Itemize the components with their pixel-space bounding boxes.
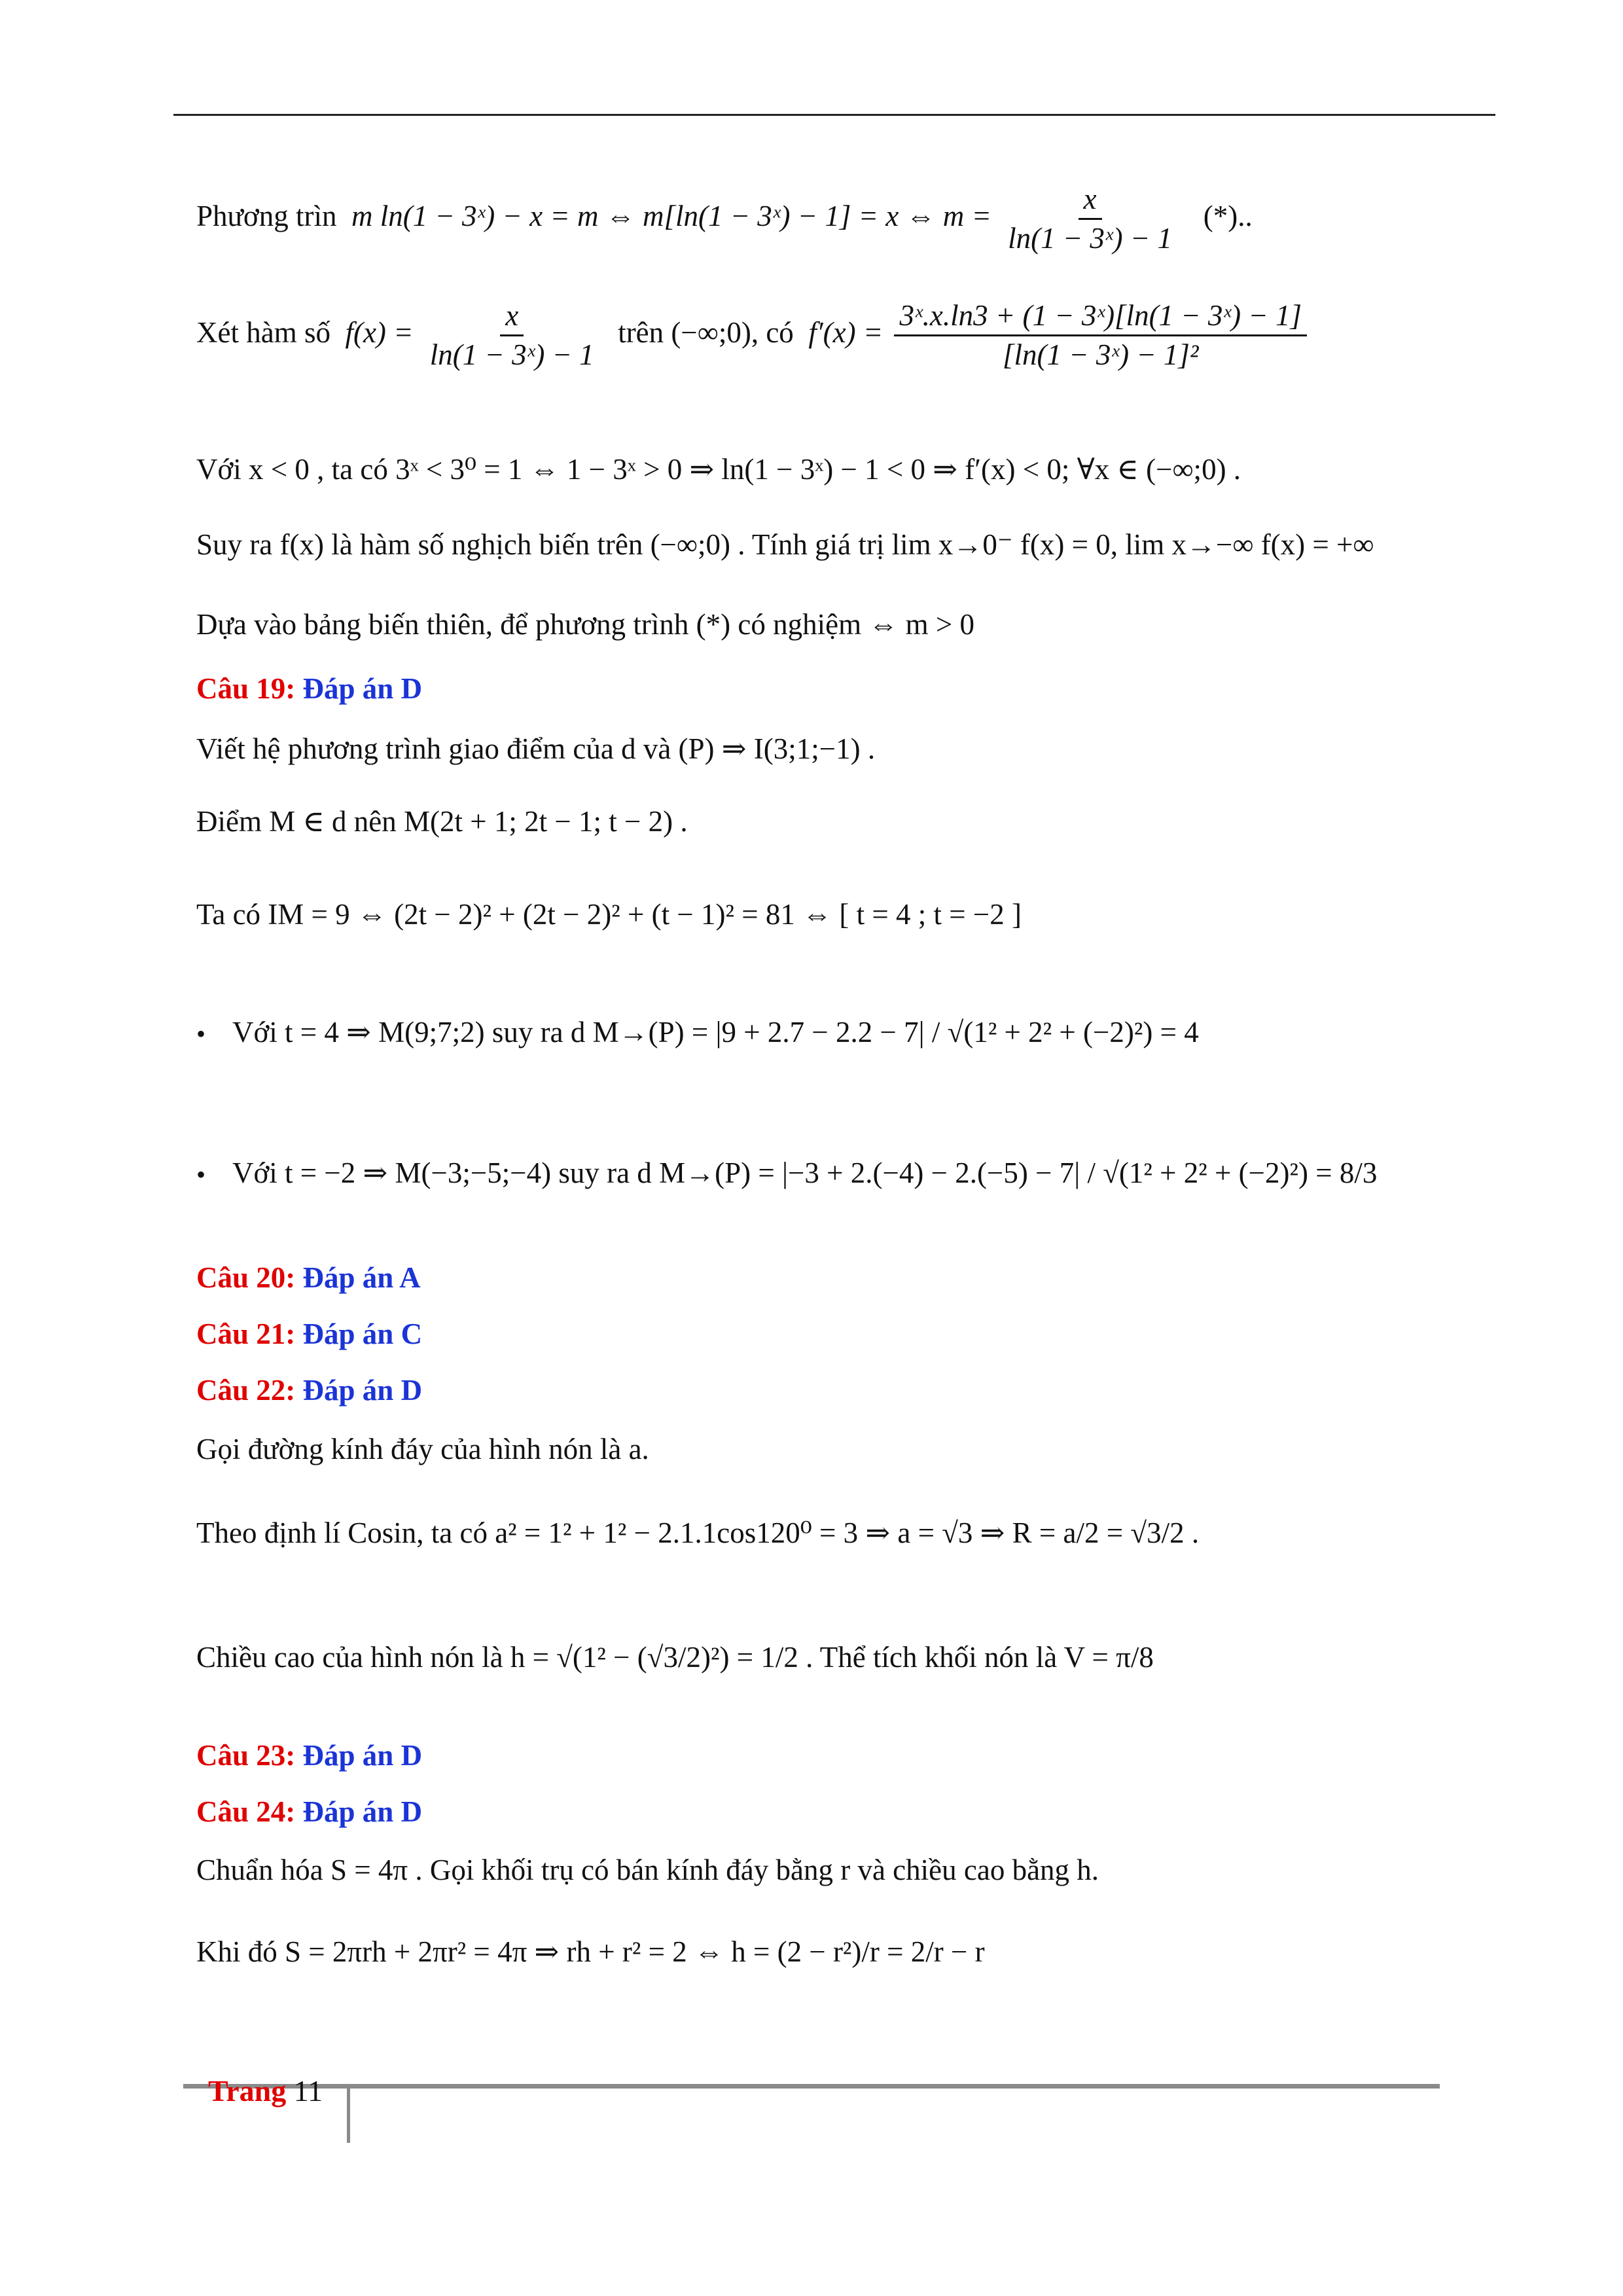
question-number: Câu 24:: [196, 1795, 296, 1828]
page-footer: [208, 2076, 323, 2106]
text-domain: trên (−∞;0), có: [618, 315, 794, 349]
question-19-heading: [196, 674, 422, 704]
answer-label: Đáp án D: [302, 1795, 423, 1828]
question-22-heading: [196, 1376, 422, 1405]
text-phuong-trinh: Phương trìn: [196, 199, 337, 232]
text-xet-ham-so: Xét hàm số: [196, 315, 330, 349]
fraction-f: [425, 301, 599, 370]
fraction-numerator: x: [1079, 185, 1102, 220]
answer-label: Đáp án D: [302, 1739, 423, 1772]
question-21-heading: [196, 1319, 422, 1349]
fraction-derivative: [894, 301, 1307, 370]
page-number: 11: [293, 2074, 323, 2108]
fraction-numerator: 3ˣ.x.ln3 + (1 − 3ˣ)[ln(1 − 3ˣ) − 1]: [894, 301, 1307, 336]
fraction-m: [1003, 185, 1177, 253]
fraction-denominator: ln(1 − 3ˣ) − 1: [1008, 222, 1172, 255]
star-label: (*)..: [1203, 199, 1253, 232]
equation-line-2: [196, 301, 1311, 370]
question-20-heading: [196, 1263, 421, 1293]
fraction-denominator: [ln(1 − 3ˣ) − 1]²: [1003, 338, 1199, 371]
footer-divider: [347, 2084, 350, 2143]
question-23-heading: [196, 1741, 422, 1770]
text-line-6: Viết hệ phương trình giao điểm của d và (P) ⇒ I(3;1;−1) .: [196, 732, 876, 765]
question-number: Câu 22:: [196, 1374, 296, 1407]
footer-rule: [183, 2084, 1440, 2089]
answer-label: Đáp án A: [302, 1261, 421, 1294]
question-number: Câu 20:: [196, 1261, 296, 1294]
function-f: f(x) =: [345, 315, 414, 349]
text-line-13: Khi đó S = 2πrh + 2πr² = 4π ⇒ rh + r² = 2 ⇔ h = (2 − r²)/r = 2/r − r: [196, 1935, 985, 1968]
question-number: Câu 21:: [196, 1318, 296, 1350]
equation-m: m ln(1 − 3ˣ) − x = m ⇔ m[ln(1 − 3ˣ) − 1] = x ⇔ m =: [351, 199, 991, 232]
bullet-line-1: Với t = 4 ⇒ M(9;7;2) suy ra d M→(P) = |9 + 2.7 − 2.2 − 7| / √(1² + 2² + (−2)²) = 4: [232, 1016, 1199, 1049]
text-line-3: Với x < 0 , ta có 3ˣ < 3⁰ = 1 ⇔ 1 − 3ˣ > 0 ⇒ ln(1 − 3ˣ) − 1 < 0 ⇒ f′(x) < 0; ∀x ∈ (−∞;0) .: [196, 453, 1241, 486]
question-24-heading: [196, 1797, 422, 1827]
bullet-1-icon: •: [196, 1019, 206, 1049]
answer-label: Đáp án D: [302, 672, 423, 705]
question-number: Câu 23:: [196, 1739, 296, 1772]
text-line-8: Ta có IM = 9 ⇔ (2t − 2)² + (2t − 2)² + (t − 1)² = 81 ⇔ [ t = 4 ; t = −2 ]: [196, 898, 1022, 931]
text-line-7: Điểm M ∈ d nên M(2t + 1; 2t − 1; t − 2) .: [196, 805, 688, 838]
question-number: Câu 19:: [196, 672, 296, 705]
derivative-f: f′(x) =: [808, 315, 883, 349]
bullet-line-2: Với t = −2 ⇒ M(−3;−5;−4) suy ra d M→(P) = |−3 + 2.(−4) − 2.(−5) − 7| / √(1² + 2² + (−2)²) = 8/3: [232, 1157, 1378, 1189]
header-rule: [173, 114, 1495, 116]
answer-label: Đáp án C: [302, 1318, 423, 1350]
text-line-12: Chuẩn hóa S = 4π . Gọi khối trụ có bán kính đáy bằng r và chiều cao bằng h.: [196, 1854, 1099, 1886]
text-line-10: Theo định lí Cosin, ta có a² = 1² + 1² − 2.1.1cos120⁰ = 3 ⇒ a = √3 ⇒ R = a/2 = √3/2 .: [196, 1516, 1200, 1549]
fraction-numerator: x: [500, 301, 524, 336]
text-line-11: Chiều cao của hình nón là h = √(1² − (√3/2)²) = 1/2 . Thể tích khối nón là V = π/8: [196, 1641, 1154, 1674]
text-line-4: Suy ra f(x) là hàm số nghịch biến trên (−∞;0) . Tính giá trị lim x→0⁻ f(x) = 0, lim x→−∞ f(x) = +∞: [196, 528, 1374, 561]
text-line-9: Gọi đường kính đáy của hình nón là a.: [196, 1433, 649, 1465]
bullet-2-icon: •: [196, 1160, 206, 1189]
answer-label: Đáp án D: [302, 1374, 423, 1407]
equation-line-1: [196, 185, 1253, 253]
text-line-5: Dựa vào bảng biến thiên, để phương trình (*) có nghiệm ⇔ m > 0: [196, 608, 974, 641]
page-label: Trang: [208, 2074, 287, 2108]
fraction-denominator: ln(1 − 3ˣ) − 1: [429, 338, 594, 371]
